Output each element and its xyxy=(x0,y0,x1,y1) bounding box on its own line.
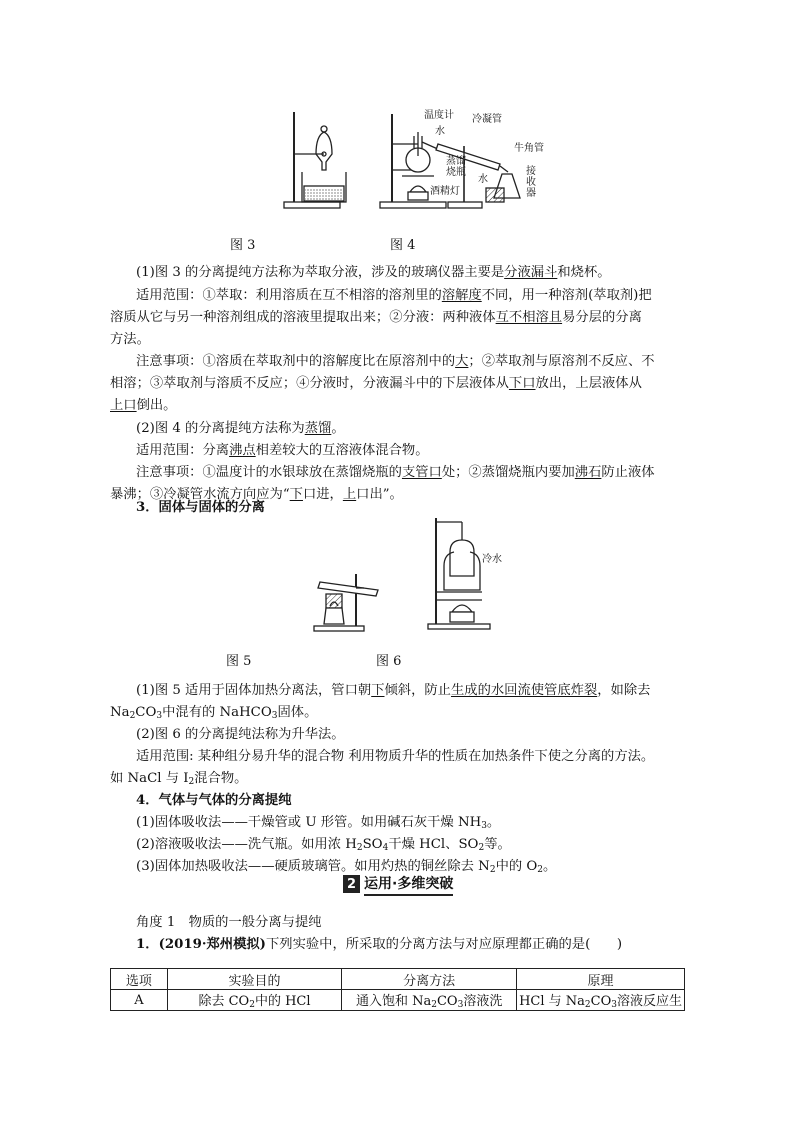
text-line: 暴沸；③冷凝管水流方向应为“下口进，上口出”。 xyxy=(110,487,403,502)
text-line: (2)图 4 的分离提纯方法称为蒸馏。 xyxy=(136,421,345,436)
table-header-cell: 实验目的 xyxy=(167,969,341,990)
text-line: 适用范围：分离沸点相差较大的互溶液体混合物。 xyxy=(136,443,429,458)
fig4-label-condenser: 冷凝管 xyxy=(472,114,502,125)
text-line: (3)固体加热吸收法——硬质玻璃管。如用灼热的铜丝除去 $N_2$中的 $O_2$。 xyxy=(136,859,557,875)
table-cell-method: 通入饱和 $Na_2CO_3$溶液洗 xyxy=(342,990,517,1011)
section-4-heading: 4．气体与气体的分离提纯 xyxy=(136,793,292,808)
text-line: 相溶；③萃取剂与溶质不反应；④分液时，分液漏斗中的下层液体从下口放出，上层液体从 xyxy=(110,376,642,391)
text-line: (1)固体吸收法——干燥管或 U 形管。如用碱石灰干燥 $NH_3$。 xyxy=(136,815,501,831)
section-3-heading: 3．固体与固体的分离 xyxy=(136,500,265,515)
text-line: 适用范围: 某种组分易升华的混合物 利用物质升华的性质在加热条件下使之分离的方法。 xyxy=(136,749,655,764)
text-line: (1)图 5 适用于固体加热分离法，管口朝下倾斜，防止生成的水回流使管底炸裂，如除去 xyxy=(136,683,651,698)
table-header-cell: 分离方法 xyxy=(342,969,517,990)
table-cell-purpose: 除去 $CO_2$中的 HCl xyxy=(167,990,341,1011)
text-line: 适用范围：①萃取：利用溶质在互不相溶的溶剂里的溶解度不同，用一种溶剂(萃取剂)把 xyxy=(136,288,652,303)
figure-6-sublimation-apparatus xyxy=(426,514,496,634)
section-badge xyxy=(343,874,453,894)
fig4-label-water-out: 水 xyxy=(435,126,445,137)
badge-title: 运用·多维突破 xyxy=(364,873,453,896)
text-line: 注意事项：①温度计的水银球放在蒸馏烧瓶的支管口处；②蒸馏烧瓶内要加沸石防止液体 xyxy=(136,465,655,480)
angle-heading: 角度 1 物质的一般分离与提纯 xyxy=(136,915,322,930)
options-table xyxy=(110,968,685,1011)
figure-3-caption: 图 3 xyxy=(230,238,256,253)
text-line: 上口倒出。 xyxy=(110,398,177,413)
text-line: 如 NaCl 与 $I_2$混合物。 xyxy=(110,771,248,787)
text-line: 注意事项：①溶质在萃取剂中的溶解度比在原溶剂中的大；②萃取剂与原溶剂不反应、不 xyxy=(136,354,655,369)
table-cell-principle: HCl 与 $Na_2CO_3$溶液反应生 xyxy=(517,990,685,1011)
text-line: $Na_2CO_3$中混有的 NaHCO$_3$固体。 xyxy=(110,705,318,721)
fig4-label-adapter: 牛角管 xyxy=(514,143,544,154)
figure-5-caption: 图 5 xyxy=(226,654,252,669)
fig4-label-water-in: 水 xyxy=(478,174,488,185)
text-line: (1)图 3 的分离提纯方法称为萃取分液，涉及的玻璃仪器主要是分液漏斗和烧杯。 xyxy=(136,265,611,280)
table-header-row xyxy=(111,969,685,990)
table-row xyxy=(111,990,685,1011)
figure-4-caption: 图 4 xyxy=(390,238,416,253)
text-line: (2)图 6 的分离提纯法称为升华法。 xyxy=(136,727,345,742)
text-line: 溶质从它与另一种溶剂组成的溶液里提取出来；②分液：两种液体互不相溶且易分层的分离 xyxy=(110,310,642,325)
text-line: (2)溶液吸收法——洗气瓶。如用浓 $H_2SO_4$干燥 HCl、$SO_2$等。 xyxy=(136,837,511,853)
fig4-label-flask: 蒸馏烧瓶 xyxy=(446,156,466,178)
figure-6-caption: 图 6 xyxy=(376,654,402,669)
badge-number: 2 xyxy=(343,875,360,893)
fig6-label-cold-water: 冷水 xyxy=(482,554,502,565)
text-line: 方法。 xyxy=(110,332,150,347)
fig4-label-thermometer: 温度计 xyxy=(424,110,454,121)
fig4-label-lamp: 酒精灯 xyxy=(430,186,460,197)
figure-5-solid-heating-apparatus xyxy=(312,568,386,634)
fig4-label-receiver: 接收器 xyxy=(526,166,536,199)
table-cell-option: A xyxy=(111,990,168,1011)
figure-3-extraction-apparatus xyxy=(280,108,360,212)
table-header-cell: 原理 xyxy=(517,969,685,990)
question-1: 1．(2019·郑州模拟)下列实验中，所采取的分离方法与对应原理都正确的是( ) xyxy=(136,937,623,952)
table-header-cell: 选项 xyxy=(111,969,168,990)
